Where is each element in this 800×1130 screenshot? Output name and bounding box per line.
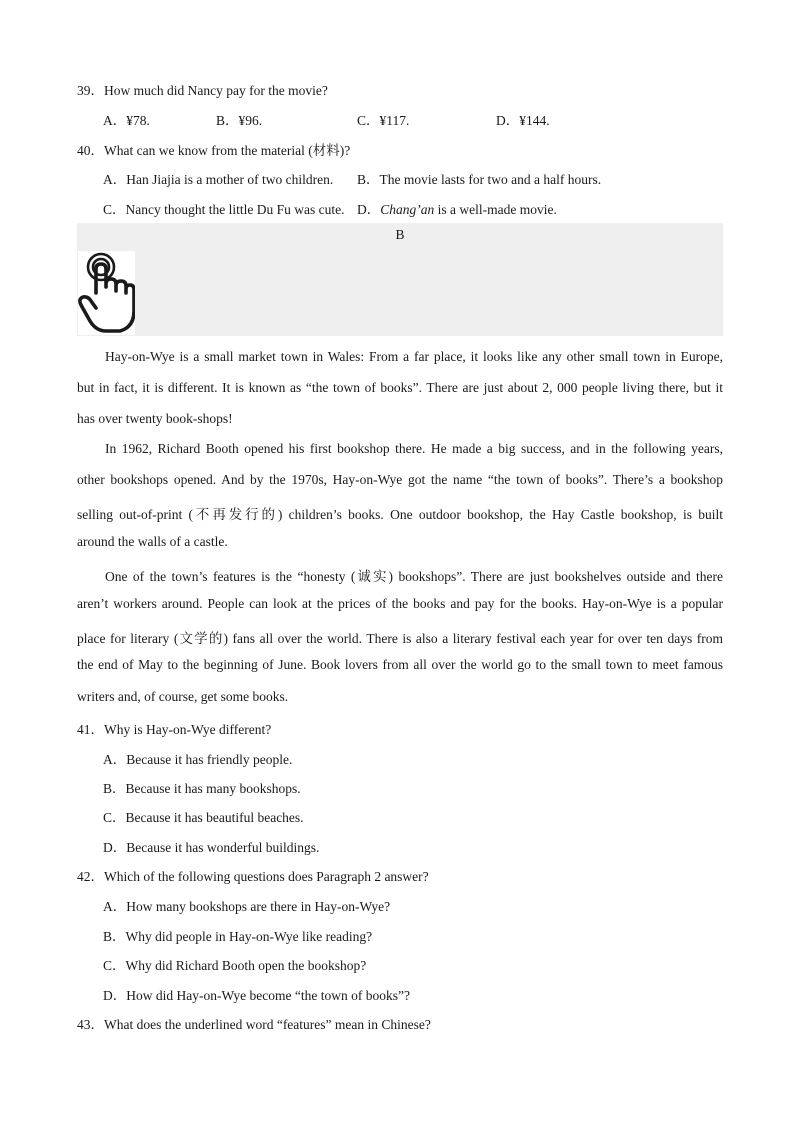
question-39-option-c: C．¥117. <box>357 113 410 128</box>
question-41-option-b: B．Because it has many bookshops. <box>103 781 301 796</box>
passage-p2-line-2: other bookshops opened. And by the 1970s, Hay-on-Wye got the name “the town of books”. There’s a bookshop <box>77 472 723 487</box>
question-40-option-d <box>357 198 557 218</box>
option-d-text: is a well-made movie. <box>434 202 557 217</box>
question-40-option-c: C．Nancy thought the little Du Fu was cute. <box>103 202 345 217</box>
question-39-option-d: D．¥144. <box>496 113 550 128</box>
option-d-prefix: D． <box>357 202 381 217</box>
passage-p1-line-2: but in fact, it is different. It is known as “the town of books”. There are just about 2, 000 people living there, but it <box>77 380 723 395</box>
passage-p3-line-4: the end of May to the beginning of June. Book lovers from all over the world go to the small town to meet famous <box>77 657 723 672</box>
question-40-option-b: B．The movie lasts for two and a half hours. <box>357 172 602 187</box>
passage-p3-line-1: One of the town’s features is the “honesty (诚实) bookshops”. There are just bookshelves outside and there <box>105 569 723 584</box>
question-41-stem: 41．Why is Hay-on-Wye different? <box>77 722 272 737</box>
passage-p3-line-5: writers and, of course, get some books. <box>77 689 289 704</box>
question-42-option-d: D．How did Hay-on-Wye become “the town of books”? <box>103 988 410 1003</box>
passage-p2-line-4: around the walls of a castle. <box>77 534 228 549</box>
question-42-option-c: C．Why did Richard Booth open the bookshop? <box>103 958 367 973</box>
question-41-option-a: A．Because it has friendly people. <box>103 752 293 767</box>
passage-p2-line-3: selling out-of-print (不再发行的) children’s books. One outdoor bookshop, the Hay Castle bookshop, is built <box>77 507 723 522</box>
pointing-hand-touch-icon <box>78 251 135 335</box>
question-39-option-b: B．¥96. <box>216 113 263 128</box>
question-40-option-a: A．Han Jiajia is a mother of two children. <box>103 172 334 187</box>
question-41-option-d: D．Because it has wonderful buildings. <box>103 840 320 855</box>
question-42-option-b: B．Why did people in Hay-on-Wye like reading? <box>103 929 373 944</box>
passage-p3-line-3: place for literary (文学的) fans all over the world. There is also a literary festival each year for over ten days from <box>77 631 723 646</box>
question-42-option-a: A．How many bookshops are there in Hay-on-Wye? <box>103 899 391 914</box>
passage-p1-line-1: Hay-on-Wye is a small market town in Wales: From a far place, it looks like any other small town in Europe, <box>105 349 723 364</box>
question-40-stem: 40．What can we know from the material (材料)? <box>77 143 351 158</box>
section-b-label: B <box>395 227 405 242</box>
question-43-stem: 43．What does the underlined word “features” mean in Chinese? <box>77 1017 431 1032</box>
passage-p1-line-3: has over twenty book-shops! <box>77 411 233 426</box>
passage-p3-line-2: aren’t workers around. People can look at the prices of the books and pay for the books. Hay-on-Wye is a popular <box>77 596 723 611</box>
question-41-option-c: C．Because it has beautiful beaches. <box>103 810 304 825</box>
question-39-option-a: A．¥78. <box>103 113 150 128</box>
passage-p2-line-1: In 1962, Richard Booth opened his first bookshop there. He made a big success, and in the following years, <box>105 441 723 456</box>
section-b-banner <box>77 223 723 336</box>
question-39-stem: 39．How much did Nancy pay for the movie? <box>77 83 328 98</box>
movie-title: Chang’an <box>380 202 435 217</box>
question-42-stem: 42．Which of the following questions does Paragraph 2 answer? <box>77 869 429 884</box>
